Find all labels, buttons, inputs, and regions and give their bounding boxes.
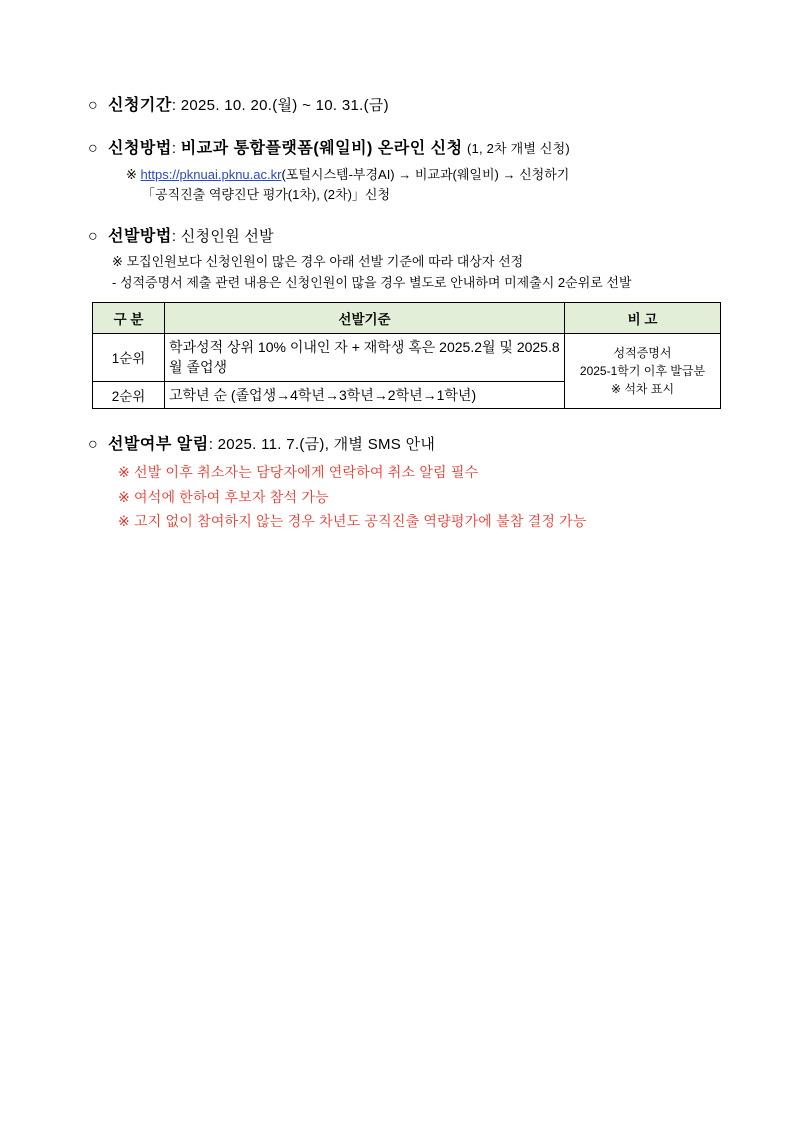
table-row	[93, 334, 721, 382]
section-label: 선발방법	[108, 228, 172, 246]
section-separator: :	[208, 435, 214, 453]
section-label: 신청방법	[108, 140, 172, 158]
column-header-note: 비 고	[565, 303, 721, 334]
section-selection-notice	[88, 431, 728, 534]
note-application-title: 「공직진출 역량진단 평가(1차), (2차)」신청	[142, 186, 391, 202]
document-content	[88, 92, 728, 552]
column-header-criteria: 선발기준	[165, 303, 565, 334]
section-value: 비교과 통합플랫폼(웨일비) 온라인 신청	[180, 140, 463, 158]
section-selection-method	[88, 223, 728, 409]
note-transcript: - 성적증명서 제출 관련 내용은 신청인원이 많을 경우 별도로 안내하며 미제출시 2순위로 선발	[112, 275, 632, 291]
table-head	[93, 303, 721, 334]
selection-criteria-table-wrapper	[92, 302, 728, 409]
cell-criteria-1: 학과성적 상위 10% 이내인 자 + 재학생 혹은 2025.2월 및 2025.8월 졸업생	[165, 334, 565, 382]
section-value: 신청인원 선발	[180, 228, 274, 246]
circle-bullet-icon: ○	[88, 435, 98, 453]
bullet-row	[88, 92, 728, 117]
section-application-method	[88, 135, 728, 205]
red-note-waitlist: ※ 여석에 한하여 후보자 참석 가능	[118, 488, 329, 505]
note-selection-criteria: ※ 모집인원보다 신청인원이 많은 경우 아래 선발 기준에 따라 대상자 선정	[112, 254, 524, 270]
table-body	[93, 334, 721, 409]
cell-criteria-2: 고학년 순 (졸업생→4학년→3학년→2학년→1학년)	[165, 381, 565, 408]
section-value-suffix: (1, 2차 개별 신청)	[467, 141, 570, 157]
circle-bullet-icon: ○	[88, 140, 98, 158]
table-header-row	[93, 303, 721, 334]
note-line-3: ※ 석차 표시	[610, 381, 675, 396]
bullet-row	[88, 431, 728, 456]
reference-mark-icon: ※	[126, 166, 137, 182]
circle-bullet-icon: ○	[88, 228, 98, 246]
red-note-cancel: ※ 선발 이후 취소자는 담당자에게 연락하여 취소 알림 필수	[118, 464, 479, 481]
section-application-period	[88, 92, 728, 117]
section-label: 신청기간	[108, 97, 172, 114]
section-separator: :	[171, 140, 177, 158]
section-body	[108, 135, 728, 158]
red-note-noshow: ※ 고지 없이 참여하지 않는 경우 차년도 공직진출 역량평가에 불참 결정 가능	[118, 513, 587, 530]
note-line-2: 2025-1학기 이후 발급분	[579, 363, 706, 378]
section-body	[108, 92, 728, 115]
note-platform-path	[126, 165, 728, 185]
note-line-1: 성적증명서	[613, 345, 672, 360]
section-value: 2025. 11. 7.(금), 개별 SMS 안내	[217, 435, 436, 453]
platform-link[interactable]: https://pknuai.pknu.ac.kr	[140, 166, 282, 182]
bullet-row	[88, 223, 728, 248]
section-separator: :	[171, 228, 177, 246]
circle-bullet-icon: ○	[88, 97, 98, 114]
cell-rank-2: 2순위	[93, 381, 165, 408]
column-header-gubun: 구 분	[93, 303, 165, 334]
cell-rank-1: 1순위	[93, 334, 165, 382]
section-body	[108, 431, 728, 454]
section-separator: :	[171, 97, 177, 114]
bullet-row	[88, 135, 728, 160]
selection-criteria-table	[92, 302, 721, 409]
section-label: 선발여부 알림	[108, 435, 209, 453]
section-value: 2025. 10. 20.(월) ~ 10. 31.(금)	[180, 97, 389, 114]
cell-note	[565, 334, 721, 409]
section-body	[108, 223, 728, 246]
note-after-link: (포털시스템-부경AI) → 비교과(웨일비) → 신청하기	[281, 166, 570, 182]
